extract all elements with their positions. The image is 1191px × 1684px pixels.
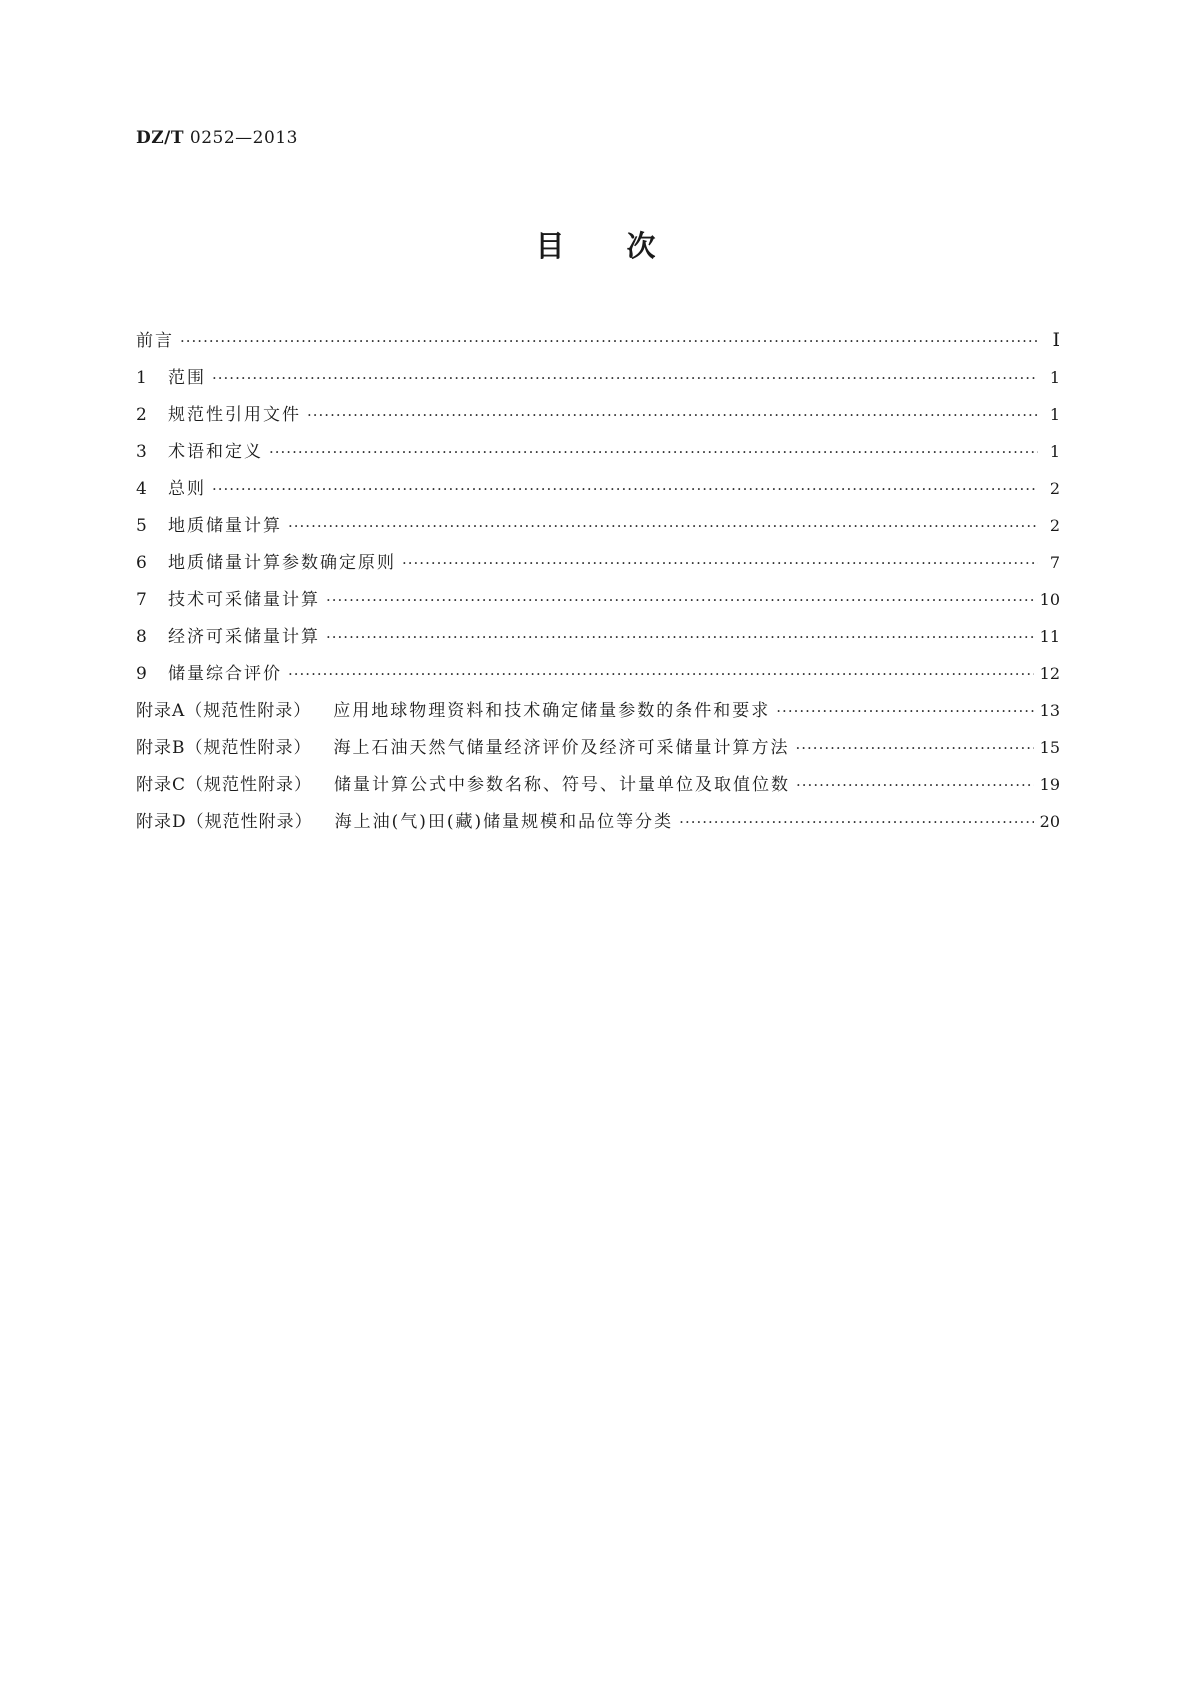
toc-entry-page: 1	[1049, 442, 1060, 461]
dot-leader	[288, 656, 1034, 693]
dot-leader	[402, 545, 1038, 582]
appendix-id: 附录B（规范性附录）	[136, 738, 312, 758]
toc-entry-page: 10	[1039, 590, 1060, 609]
toc-entry-page: 19	[1039, 775, 1060, 794]
dot-leader	[288, 508, 1038, 545]
appendix-title: 储量计算公式中参数名称、符号、计量单位及取值位数	[334, 775, 791, 795]
toc-entry-3[interactable]	[136, 433, 1060, 470]
toc-entry-page: Ⅰ	[1052, 329, 1060, 351]
toc-entry-page: 2	[1049, 479, 1060, 498]
toc-entry-number: 1	[136, 368, 147, 388]
toc-entry-page: 11	[1039, 627, 1060, 646]
dot-leader	[796, 767, 1034, 804]
appendix-id: 附录D（规范性附录）	[136, 812, 313, 832]
toc-entry-number: 8	[136, 627, 147, 647]
toc-entry-label: 范围	[168, 368, 206, 388]
table-of-contents	[136, 322, 1060, 840]
toc-entry-number: 9	[136, 664, 147, 684]
toc-entry-page: 1	[1049, 405, 1060, 424]
toc-entry-label: 总则	[168, 479, 206, 499]
toc-entry-page: 2	[1049, 516, 1060, 535]
toc-entry-4[interactable]	[136, 470, 1060, 507]
dot-leader	[679, 804, 1033, 841]
toc-entry-label: 规范性引用文件	[168, 405, 301, 425]
toc-entry-8[interactable]	[136, 618, 1060, 655]
appendix-title: 应用地球物理资料和技术确定储量参数的条件和要求	[333, 701, 771, 721]
toc-entry-number: 6	[136, 553, 147, 573]
dot-leader	[212, 471, 1038, 508]
dot-leader	[180, 323, 1038, 360]
page-title: 目次	[535, 229, 718, 263]
toc-entry-page: 13	[1039, 701, 1060, 720]
toc-entry-1[interactable]	[136, 359, 1060, 396]
standard-prefix: DZ/T	[136, 128, 185, 148]
toc-entry-label: 储量综合评价	[168, 664, 282, 684]
toc-entry-label: 经济可采储量计算	[168, 627, 320, 647]
toc-entry-7[interactable]	[136, 581, 1060, 618]
appendix-title: 海上石油天然气储量经济评价及经济可采储量计算方法	[333, 738, 790, 758]
dot-leader	[776, 693, 1033, 730]
toc-entry-number: 7	[136, 590, 147, 610]
toc-entry-number: 2	[136, 405, 147, 425]
toc-entry-2[interactable]	[136, 396, 1060, 433]
toc-entry-6[interactable]	[136, 544, 1060, 581]
standard-code	[136, 128, 298, 148]
toc-entry-page: 15	[1039, 738, 1060, 757]
toc-entry-label: 地质储量计算	[168, 516, 282, 536]
toc-entry-label: 前言	[136, 331, 174, 351]
appendix-id: 附录C（规范性附录）	[136, 775, 313, 795]
toc-entry-label: 地质储量计算参数确定原则	[168, 553, 396, 573]
toc-entry-9[interactable]	[136, 655, 1060, 692]
dot-leader	[796, 730, 1034, 767]
dot-leader	[326, 582, 1034, 619]
toc-entry-page: 12	[1039, 664, 1060, 683]
toc-entry-page: 7	[1049, 553, 1060, 572]
toc-entry-label: 技术可采储量计算	[168, 590, 320, 610]
toc-entry-appendix-a[interactable]	[136, 692, 1060, 729]
standard-number: 0252—2013	[189, 128, 298, 148]
toc-entry-page: 20	[1039, 812, 1060, 831]
toc-entry-label: 术语和定义	[168, 442, 263, 462]
toc-entry-foreword[interactable]	[136, 322, 1060, 359]
toc-entry-number: 3	[136, 442, 147, 462]
toc-entry-appendix-d[interactable]	[136, 803, 1060, 840]
dot-leader	[326, 619, 1034, 656]
dot-leader	[212, 360, 1038, 397]
appendix-title: 海上油(气)田(藏)储量规模和品位等分类	[334, 812, 674, 832]
toc-entry-number: 4	[136, 479, 147, 499]
toc-entry-number: 5	[136, 516, 147, 536]
dot-leader	[307, 397, 1038, 434]
toc-entry-appendix-b[interactable]	[136, 729, 1060, 766]
dot-leader	[269, 434, 1038, 471]
toc-entry-appendix-c[interactable]	[136, 766, 1060, 803]
toc-entry-page: 1	[1049, 368, 1060, 387]
appendix-id: 附录A（规范性附录）	[136, 701, 312, 721]
toc-entry-5[interactable]	[136, 507, 1060, 544]
